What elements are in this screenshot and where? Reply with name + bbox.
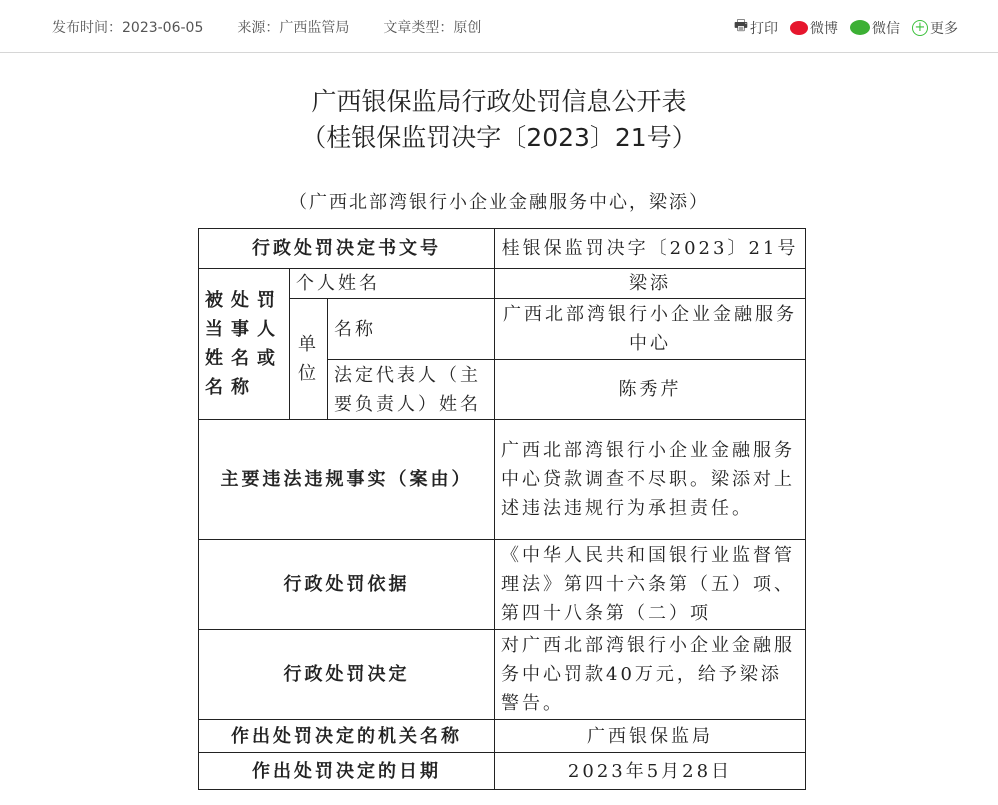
weibo-icon	[790, 21, 808, 35]
share-more-button[interactable]: + 更多	[912, 18, 958, 38]
person-label: 个人姓名	[290, 269, 495, 299]
facts: 广西北部湾银行小企业金融服务中心贷款调查不尽职。梁添对上述违法违规行为承担责任。	[495, 420, 806, 540]
subtitle: （广西北部湾银行小企业金融服务中心，梁添）	[289, 192, 709, 213]
unit-name-label: 名称	[328, 299, 495, 360]
article-type: 文章类型：原创	[383, 20, 482, 36]
plus-circle-icon: +	[912, 20, 928, 36]
share-wechat-button[interactable]: 微信	[850, 18, 900, 38]
date-label: 作出处罚决定的日期	[199, 753, 495, 790]
rep-name: 陈秀芹	[495, 360, 806, 420]
authority-label: 作出处罚决定的机关名称	[199, 720, 495, 753]
rep-label: 法定代表人（主要负责人）姓名	[328, 360, 495, 420]
facts-label: 主要违法违规事实（案由）	[199, 420, 495, 540]
printer-icon: 🖶	[733, 16, 748, 34]
decision-label: 行政处罚决定	[199, 630, 495, 720]
person-name: 梁添	[495, 269, 806, 299]
authority: 广西银保监局	[495, 720, 806, 753]
doc-no: 桂银保监罚决字〔2023〕21号	[495, 229, 806, 269]
unit-label: 单位	[290, 299, 328, 420]
doc-no-label: 行政处罚决定书文号	[199, 229, 495, 269]
penalty-table	[198, 228, 806, 790]
wechat-icon	[850, 20, 870, 35]
article-meta-bar	[0, 0, 998, 53]
decision-date: 2023年5月28日	[495, 753, 806, 790]
publish-date: 发布时间：2023-06-05	[52, 20, 204, 36]
decision: 对广西北部湾银行小企业金融服务中心罚款40万元，给予梁添警告。	[495, 630, 806, 720]
party-label: 被处罚当事人姓名或名称	[199, 269, 290, 420]
source: 来源：广西监管局	[237, 20, 350, 36]
page-title-docno: （桂银保监罚决字〔2023〕21号）	[301, 123, 697, 152]
basis: 《中华人民共和国银行业监督管理法》第四十六条第（五）项、第四十八条第（二）项	[495, 540, 806, 630]
share-weibo-button[interactable]: 微博	[790, 18, 838, 38]
basis-label: 行政处罚依据	[199, 540, 495, 630]
page-title: 广西银保监局行政处罚信息公开表	[311, 87, 687, 116]
print-button[interactable]: 🖶 打印	[734, 15, 778, 40]
unit-name: 广西北部湾银行小企业金融服务中心	[495, 299, 806, 360]
